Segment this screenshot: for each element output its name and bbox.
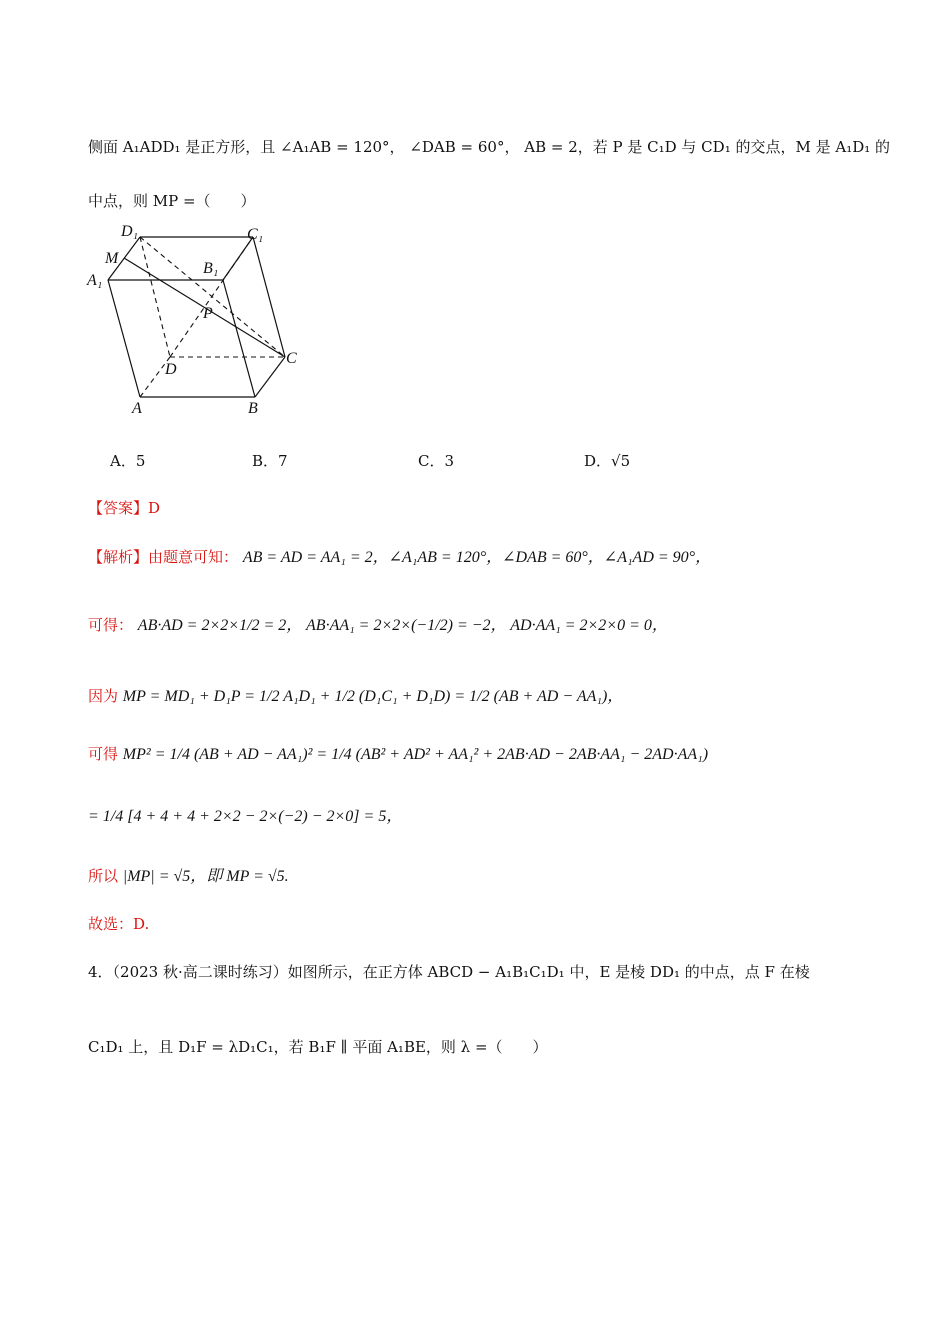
given-equation: AB = AD = AA₁ = 2，∠A₁AB = 120°，∠DAB = 60°，∠A₁AD = 90°， bbox=[242, 549, 712, 566]
option-b: B．7 bbox=[252, 452, 288, 470]
calc-equation: = 1/4 [4 + 4 + 4 + 2×2 − 2×(−2) − 2×0] = 5， bbox=[88, 808, 403, 825]
suoyi-label: 所以 bbox=[88, 867, 119, 885]
q4-statement-line2: C₁D₁ 上，且 D₁F = λD₁C₁，若 B₁F ∥ 平面 A₁BE，则 λ =（ ） bbox=[88, 1038, 548, 1056]
edge-c1-c bbox=[253, 237, 285, 357]
vector-mp-line bbox=[88, 683, 623, 706]
edge-b1-b bbox=[223, 280, 255, 397]
analysis-intro: 由题意可知： bbox=[148, 548, 239, 566]
option-c: C．3 bbox=[418, 452, 455, 470]
dot-products-line bbox=[88, 612, 668, 635]
label-a1: A₁ bbox=[87, 272, 103, 289]
label-b: B bbox=[248, 400, 258, 417]
option-d: D．√5 bbox=[584, 452, 631, 470]
edge-b-c bbox=[255, 357, 285, 397]
answer-value: D bbox=[148, 499, 161, 517]
dot-products-equation: AB·AD = 2×2×1/2 = 2， AB·AA₁ = 2×2×(−1/2) = −2， AD·AA₁ = 2×2×0 = 0， bbox=[137, 617, 668, 634]
label-p: P bbox=[203, 305, 213, 322]
label-b1: B₁ bbox=[203, 260, 219, 277]
keyi-label-2: 可得 bbox=[88, 745, 119, 763]
conclusion-equation: |MP| = √5，即 MP = √5. bbox=[122, 868, 289, 885]
option-a: A．5 bbox=[110, 452, 146, 470]
answer-label: 【答案】 bbox=[88, 499, 149, 517]
analysis-line bbox=[88, 544, 711, 567]
vector-mp-equation: MP = MD₁ + D₁P = 1/2 A₁D₁ + 1/2 (D₁C₁ + D₁D) = 1/2 (AB + AD − AA₁)， bbox=[122, 688, 624, 705]
mp-squared-line bbox=[88, 743, 708, 764]
label-d1: D₁ bbox=[121, 223, 139, 240]
label-a: A bbox=[132, 400, 142, 417]
answer-line bbox=[88, 497, 160, 518]
analysis-label: 【解析】 bbox=[88, 548, 149, 566]
edge-a1-a bbox=[108, 280, 140, 397]
label-c: C bbox=[286, 350, 297, 367]
parallelepiped-figure bbox=[85, 220, 315, 425]
diag-d1-c bbox=[140, 237, 285, 357]
label-c1: C₁ bbox=[247, 226, 264, 243]
keyi-label-1: 可得： bbox=[88, 616, 134, 634]
q4-statement-line1: 4．（2023 秋·高二课时练习）如图所示，在正方体 ABCD − A₁B₁C₁D₁ 中，E 是棱 DD₁ 的中点，点 F 在棱 bbox=[88, 963, 810, 981]
mp-squared-equation: MP² = 1/4 (AB + AD − AA₁)² = 1/4 (AB² + AD² + AA₁² + 2AB·AD − 2AB·AA₁ − 2AD·AA₁) bbox=[122, 746, 709, 763]
q3-statement-line1: 侧面 A₁ADD₁ 是正方形，且 ∠A₁AB = 120°， ∠DAB = 60°， AB = 2，若 P 是 C₁D 与 CD₁ 的交点，M 是 A₁D₁ 的 bbox=[88, 138, 891, 156]
label-d: D bbox=[165, 361, 177, 378]
q3-statement-line2: 中点，则 MP =（ ） bbox=[88, 192, 256, 210]
conclusion-line bbox=[88, 863, 289, 886]
calc-line bbox=[88, 803, 402, 826]
label-m: M bbox=[105, 250, 119, 267]
final-choice: 故选：D. bbox=[88, 915, 150, 933]
edge-d1-d bbox=[140, 237, 170, 357]
yinwei-label: 因为 bbox=[88, 687, 119, 705]
